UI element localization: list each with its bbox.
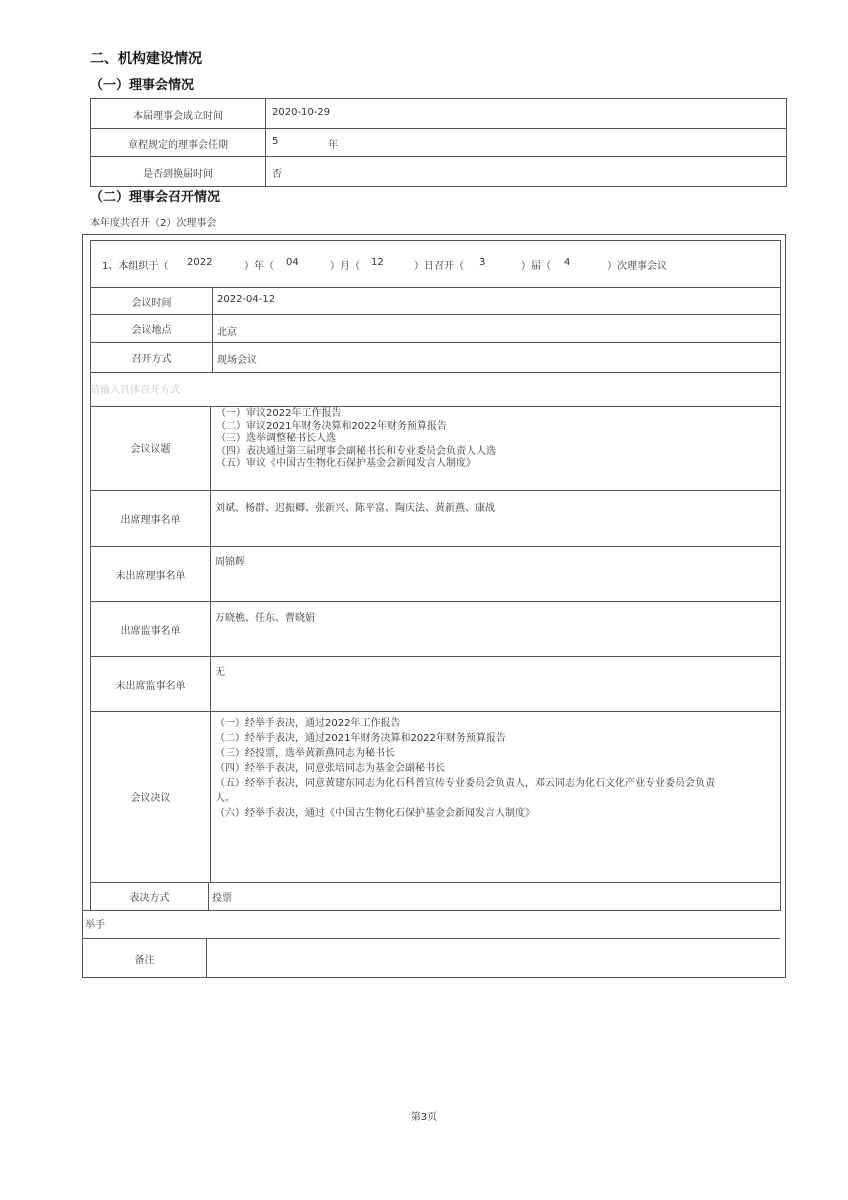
topic-item: （二）审议2021年财务决算和2022年财务预算报告	[216, 420, 447, 432]
meeting-time-label: 会议时间	[131, 298, 172, 309]
section-title: 二、机构建设情况	[90, 51, 202, 67]
resolution-item: （五）经举手表决，同意黄建东同志为化石科普宣传专业委员会负责人，邓云同志为化石文化产业专业委员会负责	[215, 778, 715, 789]
remarks-label: 备注	[134, 955, 155, 966]
meeting-day: 12	[371, 257, 384, 268]
resolution-item: 人。	[215, 793, 235, 804]
meeting-year: 2022	[187, 257, 213, 268]
topic-item: （一）审议2022年工作报告	[216, 408, 342, 419]
page-number: 第3页	[410, 1112, 438, 1123]
vote-extra: 举手	[85, 920, 105, 931]
present-supervisors-label: 出席监事名单	[120, 626, 181, 637]
method-hint: 请输入具体召开方式	[90, 385, 180, 396]
meeting-place-label: 会议地点	[131, 325, 172, 336]
term-unit: 年	[328, 140, 338, 151]
absent-directors-label: 未出席理事名单	[115, 571, 186, 582]
resolution-item: （六）经举手表决，通过《中国古生物化石保护基金会新闻发言人制度》	[215, 808, 535, 819]
meeting-count: 4	[564, 257, 571, 268]
meetings-intro: 本年度共召开（2）次理事会	[90, 218, 217, 229]
term-label: 章程规定的理事会任期	[128, 140, 228, 151]
term-value: 5	[272, 136, 279, 147]
subsection-board-info: （一）理事会情况	[90, 78, 195, 93]
topic-item: （五）审议《中国古生物化石保护基金会新闻发言人制度》	[216, 458, 476, 469]
resolution-item: （三）经投票，选举黄新燕同志为秘书长	[215, 748, 395, 759]
vote-value: 投票	[212, 893, 232, 904]
subsection-meetings: （二）理事会召开情况	[90, 190, 221, 205]
resolutions-label: 会议决议	[130, 793, 171, 804]
established-label: 本届理事会成立时间	[133, 111, 223, 122]
resolution-item: （四）经举手表决，同意张培同志为基金会副秘书长	[215, 763, 445, 774]
resolution-item: （二）经举手表决，通过2021年财务决算和2022年财务预算报告	[215, 733, 506, 744]
topic-item: （三）选举调整秘书长人选	[216, 433, 336, 444]
absent-supervisors-value: 无	[215, 667, 225, 678]
meeting-method-value: 现场会议	[217, 355, 257, 366]
vote-label: 表决方式	[129, 893, 170, 904]
present-supervisors-value: 万晓樵、任东、曹晓娟	[215, 613, 315, 624]
topics-list	[216, 408, 496, 471]
expired-value: 否	[272, 169, 282, 180]
meeting-method-label: 召开方式	[131, 354, 172, 365]
meeting-session: 3	[479, 257, 486, 268]
expired-label: 是否到换届时间	[143, 169, 213, 180]
absent-directors-value: 周锦辉	[215, 557, 245, 568]
meeting-month: 04	[286, 257, 299, 268]
topic-item: （四）表决通过第三届理事会副秘书长和专业委员会负责人人选	[216, 445, 496, 457]
resolution-item: （一）经举手表决，通过2022年工作报告	[215, 718, 401, 729]
absent-supervisors-label: 未出席监事名单	[115, 681, 186, 692]
present-directors-label: 出席理事名单	[120, 515, 181, 526]
topics-label: 会议议题	[130, 444, 171, 455]
present-directors-value: 刘斌、杨群、迟振卿、张新兴、陈平富、陶庆法、黄新燕、康战	[215, 503, 495, 514]
meeting-place-value: 北京	[217, 327, 237, 338]
meeting-time-value: 2022-04-12	[217, 294, 276, 305]
resolutions-list	[215, 716, 715, 821]
established-value: 2020-10-29	[272, 107, 331, 118]
